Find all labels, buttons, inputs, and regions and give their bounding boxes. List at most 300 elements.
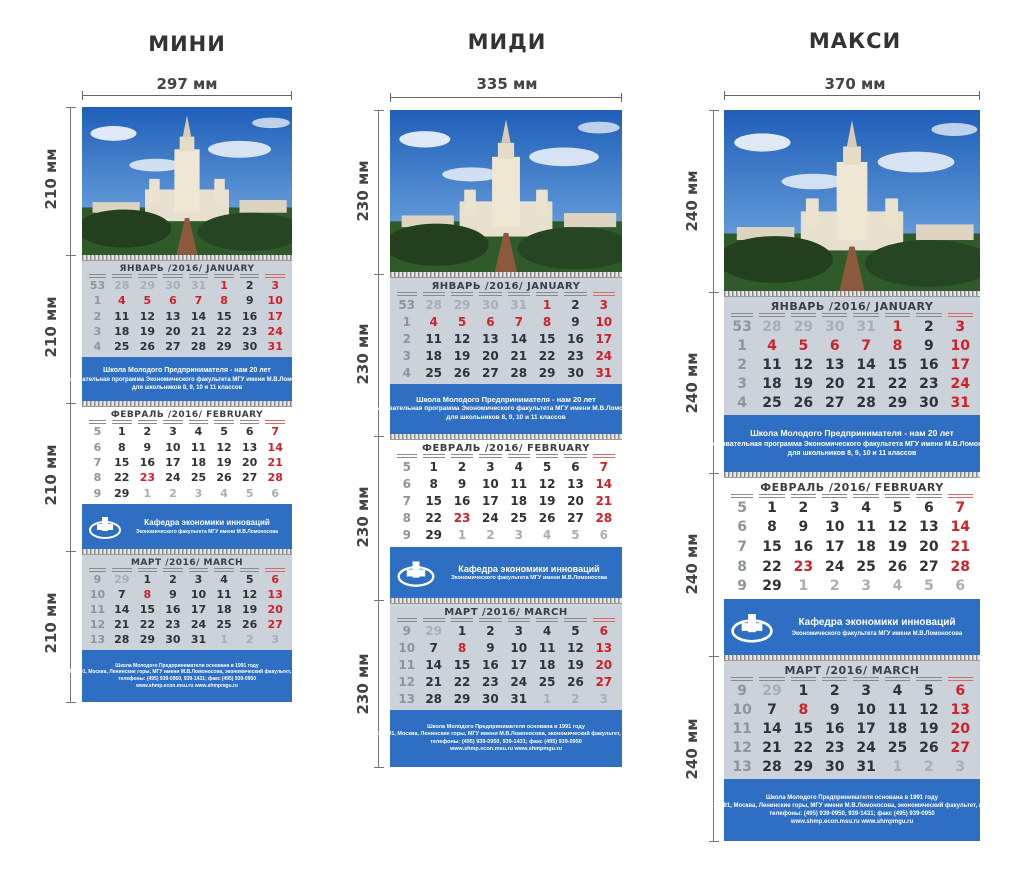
day-cell: 28 <box>762 318 782 335</box>
day-cell: 24 <box>824 558 845 575</box>
day-cell: 30 <box>919 394 939 411</box>
week-number: 13 <box>398 691 416 706</box>
day-cell: 9 <box>829 701 840 718</box>
day-cell: 29 <box>425 528 443 543</box>
day-cell: 15 <box>538 331 556 346</box>
day-cell: 23 <box>453 511 471 526</box>
day-cell: 30 <box>241 339 258 353</box>
day-cell: 22 <box>453 674 471 689</box>
day-cell: 2 <box>571 297 580 312</box>
banner-line: Кафедра экономики инноваций <box>458 563 600 574</box>
day-cell: 11 <box>887 701 908 718</box>
week-row <box>394 492 618 509</box>
day-cell: 28 <box>856 394 876 411</box>
day-cell: 1 <box>542 691 552 706</box>
week-number: 9 <box>93 486 102 500</box>
university-photo <box>82 107 292 255</box>
day-cell: 2 <box>143 425 152 439</box>
day-cell: 12 <box>453 331 471 346</box>
day-cell: 24 <box>856 739 876 756</box>
day-cell: 7 <box>194 294 203 308</box>
height-label-mini-1: 210 мм <box>42 148 60 210</box>
day-cell: 1 <box>457 528 467 543</box>
department-logo-icon <box>396 558 436 588</box>
day-cell: 13 <box>595 640 613 655</box>
day-cell: 14 <box>510 331 528 346</box>
week-row <box>394 364 618 381</box>
day-cell: 20 <box>267 603 283 616</box>
day-cell: 19 <box>453 348 471 363</box>
photo-mini <box>82 107 292 255</box>
calendar-february-mini <box>82 407 292 504</box>
day-cell: 16 <box>453 494 471 508</box>
day-cell: 17 <box>165 456 181 470</box>
day-cell: 29 <box>425 623 443 638</box>
banner-line: Кафедра экономики инноваций <box>798 617 956 629</box>
day-cell: 13 <box>165 309 181 323</box>
day-cell: 13 <box>267 588 283 601</box>
day-cell: 3 <box>955 758 966 775</box>
week-row <box>394 475 618 492</box>
day-cell: 24 <box>510 674 528 689</box>
day-cell: 31 <box>595 365 613 380</box>
day-cell: 21 <box>114 618 130 631</box>
day-cell: 11 <box>538 640 556 655</box>
week-number: 10 <box>398 640 416 655</box>
height-label-midi-1: 230 мм <box>354 160 372 222</box>
day-cell: 19 <box>919 720 939 737</box>
day-cell: 30 <box>567 365 584 380</box>
department-text <box>122 518 292 536</box>
day-cell: 2 <box>829 578 840 595</box>
week-number: 53 <box>89 279 106 293</box>
day-cell: 5 <box>571 623 580 638</box>
banner-line: Школа Молодого Предпринимателя - нам 20 лет <box>750 428 954 439</box>
month-title: ЯНВАРЬ /2016/ JANUARY <box>119 264 255 274</box>
day-cell: 3 <box>599 691 608 706</box>
height-tick <box>66 702 76 703</box>
day-cell: 4 <box>194 425 203 439</box>
week-row <box>394 527 618 544</box>
week-row <box>86 439 288 454</box>
week-number: 3 <box>402 348 411 363</box>
day-cell: 4 <box>220 486 228 500</box>
height-tick <box>709 473 719 474</box>
day-cell: 18 <box>114 324 130 338</box>
day-cell: 5 <box>798 337 809 354</box>
day-cell: 23 <box>165 618 181 631</box>
week-number: 9 <box>402 528 411 543</box>
day-cell: 16 <box>793 538 814 555</box>
height-label-maxi-4: 240 мм <box>683 718 701 780</box>
calendar-january-midi <box>390 278 622 384</box>
week-row <box>86 486 288 501</box>
height-tick <box>709 841 719 842</box>
department-logo-icon <box>730 610 774 644</box>
day-cell: 16 <box>824 720 845 737</box>
month-title: МАРТ /2016/ MARCH <box>130 558 244 568</box>
day-cell: 18 <box>190 456 207 470</box>
day-cell: 13 <box>950 701 971 718</box>
banner-school <box>365 384 647 434</box>
day-cell: 3 <box>271 633 280 646</box>
height-line-midi <box>378 110 379 768</box>
day-cell: 6 <box>829 337 840 354</box>
height-label-mini-3: 210 мм <box>42 444 60 506</box>
week-number: 1 <box>93 294 102 308</box>
week-number: 7 <box>402 494 411 508</box>
day-cell: 8 <box>117 440 126 454</box>
day-cell: 12 <box>538 476 556 491</box>
week-number: 11 <box>398 657 416 672</box>
day-cell: 31 <box>856 318 876 335</box>
day-cell: 1 <box>220 633 228 646</box>
day-cell: 4 <box>429 314 438 329</box>
week-row <box>86 470 288 485</box>
week-number: 11 <box>732 720 752 737</box>
week-number: 9 <box>402 623 411 638</box>
day-cell: 2 <box>457 459 467 474</box>
week-row <box>394 458 618 475</box>
day-cell: 9 <box>486 640 495 655</box>
week-number: 5 <box>402 459 411 474</box>
day-cell: 2 <box>169 573 177 586</box>
day-cell: 2 <box>245 633 254 646</box>
day-cell: 9 <box>924 337 934 354</box>
day-cell: 3 <box>194 486 203 500</box>
month-title: ФЕВРАЛЬ /2016/ FEBRUARY <box>422 443 590 454</box>
day-cell: 24 <box>482 511 499 526</box>
day-cell: 18 <box>538 657 556 672</box>
day-cell: 21 <box>595 494 613 508</box>
day-cell: 25 <box>538 674 556 689</box>
day-cell: 6 <box>271 486 280 500</box>
week-number: 6 <box>402 476 411 491</box>
day-cell: 31 <box>856 758 876 775</box>
day-cell: 22 <box>887 375 908 392</box>
week-row <box>394 313 618 330</box>
day-cell: 1 <box>892 758 903 775</box>
day-cell: 12 <box>919 701 939 718</box>
day-cell: 8 <box>457 640 467 655</box>
week-number: 5 <box>93 425 102 439</box>
day-cell: 21 <box>190 324 207 338</box>
week-row <box>728 738 976 757</box>
width-line-maxi <box>724 95 980 96</box>
week-row <box>86 617 288 632</box>
day-cell: 29 <box>453 297 471 312</box>
day-cell: 23 <box>567 348 584 363</box>
height-label-maxi-3: 240 мм <box>683 533 701 595</box>
height-tick <box>709 656 719 657</box>
day-cell: 2 <box>924 318 934 335</box>
variant-title-midi: МИДИ <box>467 30 547 54</box>
banner-line: Школа Молодого Предпринимателя - нам 20 лет <box>103 367 271 375</box>
week-row <box>86 572 288 587</box>
day-cell: 24 <box>595 348 613 363</box>
banner-line: Школа Молодого Предпринимателя основана в 1991 году <box>115 662 259 669</box>
day-cell: 6 <box>924 499 934 516</box>
day-cell: 28 <box>950 558 971 575</box>
height-tick <box>66 403 76 404</box>
day-cell: 6 <box>486 314 495 329</box>
day-cell: 5 <box>143 294 152 308</box>
day-cell: 3 <box>271 279 280 293</box>
day-cell: 17 <box>482 494 499 508</box>
photo-midi <box>390 110 622 274</box>
day-cell: 4 <box>220 573 228 586</box>
day-cell: 26 <box>453 365 471 380</box>
day-cell: 23 <box>139 471 156 485</box>
day-cell: 9 <box>169 588 177 601</box>
week-number: 13 <box>89 633 106 646</box>
week-row <box>86 293 288 308</box>
week-number: 9 <box>737 682 747 699</box>
day-cell: 18 <box>856 538 876 555</box>
day-cell: 19 <box>241 603 258 616</box>
week-row <box>728 518 976 538</box>
day-cell: 23 <box>482 674 499 689</box>
day-cell: 15 <box>453 657 471 672</box>
day-cell: 9 <box>798 519 809 536</box>
week-row <box>86 587 288 602</box>
day-cell: 2 <box>829 682 840 699</box>
day-cell: 17 <box>190 603 207 616</box>
day-cell: 26 <box>139 339 156 353</box>
height-tick <box>709 292 719 293</box>
day-cell: 11 <box>216 588 232 601</box>
day-cell: 22 <box>139 618 156 631</box>
day-cell: 1 <box>117 425 126 439</box>
day-cell: 14 <box>425 657 443 672</box>
week-number: 10 <box>89 588 106 601</box>
day-cell: 25 <box>216 618 232 631</box>
day-cell: 31 <box>510 297 528 312</box>
day-cell: 5 <box>924 682 934 699</box>
photo-maxi <box>724 110 980 292</box>
banner-line: www.shmp.econ.msu.ru www.shmpmgu.ru <box>449 745 563 752</box>
height-label-midi-2: 230 мм <box>354 323 372 385</box>
day-cell: 5 <box>892 499 903 516</box>
day-cell: 3 <box>514 623 523 638</box>
day-cell: 10 <box>510 640 528 655</box>
day-cell: 5 <box>542 459 552 474</box>
day-cell: 17 <box>267 309 283 323</box>
month-title: ФЕВРАЛЬ /2016/ FEBRUARY <box>110 410 264 420</box>
day-cell: 31 <box>950 394 971 411</box>
day-cell: 2 <box>798 499 809 516</box>
week-row <box>394 639 618 656</box>
day-cell: 21 <box>267 456 283 470</box>
day-cell: 9 <box>245 294 254 308</box>
week-row <box>394 622 618 639</box>
week-row <box>86 424 288 439</box>
day-cell: 18 <box>510 494 528 508</box>
day-cell: 1 <box>429 459 438 474</box>
day-cell: 16 <box>165 603 181 616</box>
week-row <box>86 308 288 323</box>
day-cell: 22 <box>793 739 814 756</box>
height-tick <box>374 600 384 601</box>
day-cell: 1 <box>542 297 552 312</box>
day-cell: 20 <box>241 456 258 470</box>
day-cell: 11 <box>762 356 782 373</box>
day-cell: 3 <box>861 578 871 595</box>
banner-line: Школа Молодого Предпринимателя основана в 1991 году <box>427 723 585 730</box>
day-cell: 16 <box>241 309 258 323</box>
height-tick <box>374 767 384 768</box>
week-row <box>728 393 976 412</box>
banner-line: телефоны: (495) 939-0950, 939-1431; факс (495) 939-0950 <box>769 811 935 817</box>
day-cell: 15 <box>425 494 443 508</box>
day-cell: 28 <box>595 511 613 526</box>
week-number: 9 <box>737 578 747 595</box>
day-cell: 25 <box>190 471 207 485</box>
banner-line: 119991, Москва, Ленинские горы, МГУ имени М.В.Ломоносова, экономический факультет, к.247 <box>69 669 305 676</box>
day-cell: 8 <box>798 701 809 718</box>
day-cell: 10 <box>824 519 845 536</box>
banner-line: образовательная программа Экономического факультета МГУ имени М.В.Ломоносова <box>701 440 1003 448</box>
day-cell: 30 <box>824 318 845 335</box>
banner-school <box>57 357 317 401</box>
day-cell: 28 <box>114 633 130 646</box>
week-number: 8 <box>93 471 102 485</box>
calendar-february-maxi <box>724 478 980 599</box>
day-cell: 4 <box>117 294 126 308</box>
day-cell: 4 <box>542 528 552 543</box>
week-number: 4 <box>737 394 747 411</box>
day-cell: 20 <box>950 720 971 737</box>
day-cell: 30 <box>165 279 181 293</box>
day-cell: 13 <box>919 519 939 536</box>
day-cell: 18 <box>887 720 908 737</box>
day-cell: 17 <box>510 657 528 672</box>
day-cell: 19 <box>793 375 814 392</box>
banner-line: образовательная программа Экономического факультета МГУ имени М.В.Ломоносова <box>57 376 317 383</box>
day-cell: 30 <box>482 691 499 706</box>
day-cell: 1 <box>457 623 467 638</box>
variant-title-mini: МИНИ <box>148 32 226 56</box>
day-cell: 27 <box>595 674 613 689</box>
day-cell: 19 <box>139 324 156 338</box>
day-cell: 31 <box>190 279 207 293</box>
day-cell: 30 <box>482 297 499 312</box>
day-cell: 17 <box>824 538 845 555</box>
banner-department <box>390 547 622 598</box>
height-tick <box>66 255 76 256</box>
day-cell: 12 <box>887 519 908 536</box>
day-cell: 24 <box>950 375 971 392</box>
day-cell: 21 <box>510 348 528 363</box>
height-label-midi-4: 230 мм <box>354 653 372 715</box>
day-cell: 8 <box>220 294 228 308</box>
day-cell: 26 <box>919 739 939 756</box>
week-row <box>394 656 618 673</box>
day-cell: 17 <box>950 356 971 373</box>
day-cell: 6 <box>955 682 966 699</box>
day-cell: 7 <box>429 640 438 655</box>
day-cell: 29 <box>762 682 782 699</box>
day-cell: 3 <box>514 528 523 543</box>
week-number: 6 <box>737 519 747 536</box>
day-cell: 7 <box>955 499 966 516</box>
day-cell: 11 <box>114 309 130 323</box>
day-cell: 10 <box>482 476 499 491</box>
day-cell: 21 <box>425 674 443 689</box>
day-cell: 14 <box>762 720 782 737</box>
week-number: 4 <box>93 339 102 353</box>
day-cell: 23 <box>241 324 258 338</box>
week-number: 6 <box>93 440 102 454</box>
day-cell: 10 <box>950 337 971 354</box>
week-row <box>394 673 618 690</box>
week-row <box>728 336 976 355</box>
day-cell: 21 <box>856 375 876 392</box>
day-cell: 27 <box>824 394 845 411</box>
calendar-january-maxi <box>724 297 980 415</box>
day-cell: 2 <box>486 528 495 543</box>
banner-contacts <box>376 710 636 767</box>
day-cell: 16 <box>139 456 156 470</box>
department-text <box>774 616 980 638</box>
day-cell: 8 <box>767 519 777 536</box>
week-row <box>86 339 288 354</box>
day-cell: 15 <box>114 456 130 470</box>
width-label-midi: 335 мм <box>476 75 538 93</box>
height-label-maxi-2: 240 мм <box>683 352 701 414</box>
day-cell: 30 <box>824 758 845 775</box>
week-row <box>728 498 976 518</box>
week-row <box>394 690 618 707</box>
day-cell: 13 <box>482 331 499 346</box>
day-cell: 23 <box>824 739 845 756</box>
day-cell: 18 <box>216 603 232 616</box>
day-cell: 29 <box>139 279 156 293</box>
day-cell: 5 <box>245 573 254 586</box>
height-label-maxi-1: 240 мм <box>683 170 701 232</box>
day-cell: 22 <box>425 511 443 526</box>
day-cell: 5 <box>220 425 228 439</box>
day-cell: 13 <box>824 356 845 373</box>
banner-line: Экономического факультета МГУ имени М.В.Ломоносова <box>791 630 963 637</box>
day-cell: 3 <box>599 297 608 312</box>
week-number: 1 <box>737 337 747 354</box>
day-cell: 29 <box>114 573 130 586</box>
day-cell: 1 <box>143 573 152 586</box>
day-cell: 25 <box>425 365 443 380</box>
day-cell: 19 <box>216 456 232 470</box>
day-cell: 25 <box>762 394 782 411</box>
day-cell: 5 <box>245 486 254 500</box>
width-label-maxi: 370 мм <box>824 75 886 93</box>
day-cell: 6 <box>245 425 254 439</box>
day-cell: 14 <box>950 519 971 536</box>
week-row <box>394 330 618 347</box>
week-row <box>728 317 976 336</box>
week-row <box>728 374 976 393</box>
day-cell: 16 <box>482 657 499 672</box>
day-cell: 26 <box>241 618 258 631</box>
day-cell: 20 <box>165 324 181 338</box>
day-cell: 10 <box>190 588 207 601</box>
day-cell: 3 <box>955 318 966 335</box>
day-cell: 29 <box>139 633 156 646</box>
width-line-midi <box>390 97 622 98</box>
day-cell: 20 <box>824 375 845 392</box>
day-cell: 12 <box>241 588 258 601</box>
week-number: 2 <box>402 331 411 346</box>
day-cell: 10 <box>595 314 613 329</box>
